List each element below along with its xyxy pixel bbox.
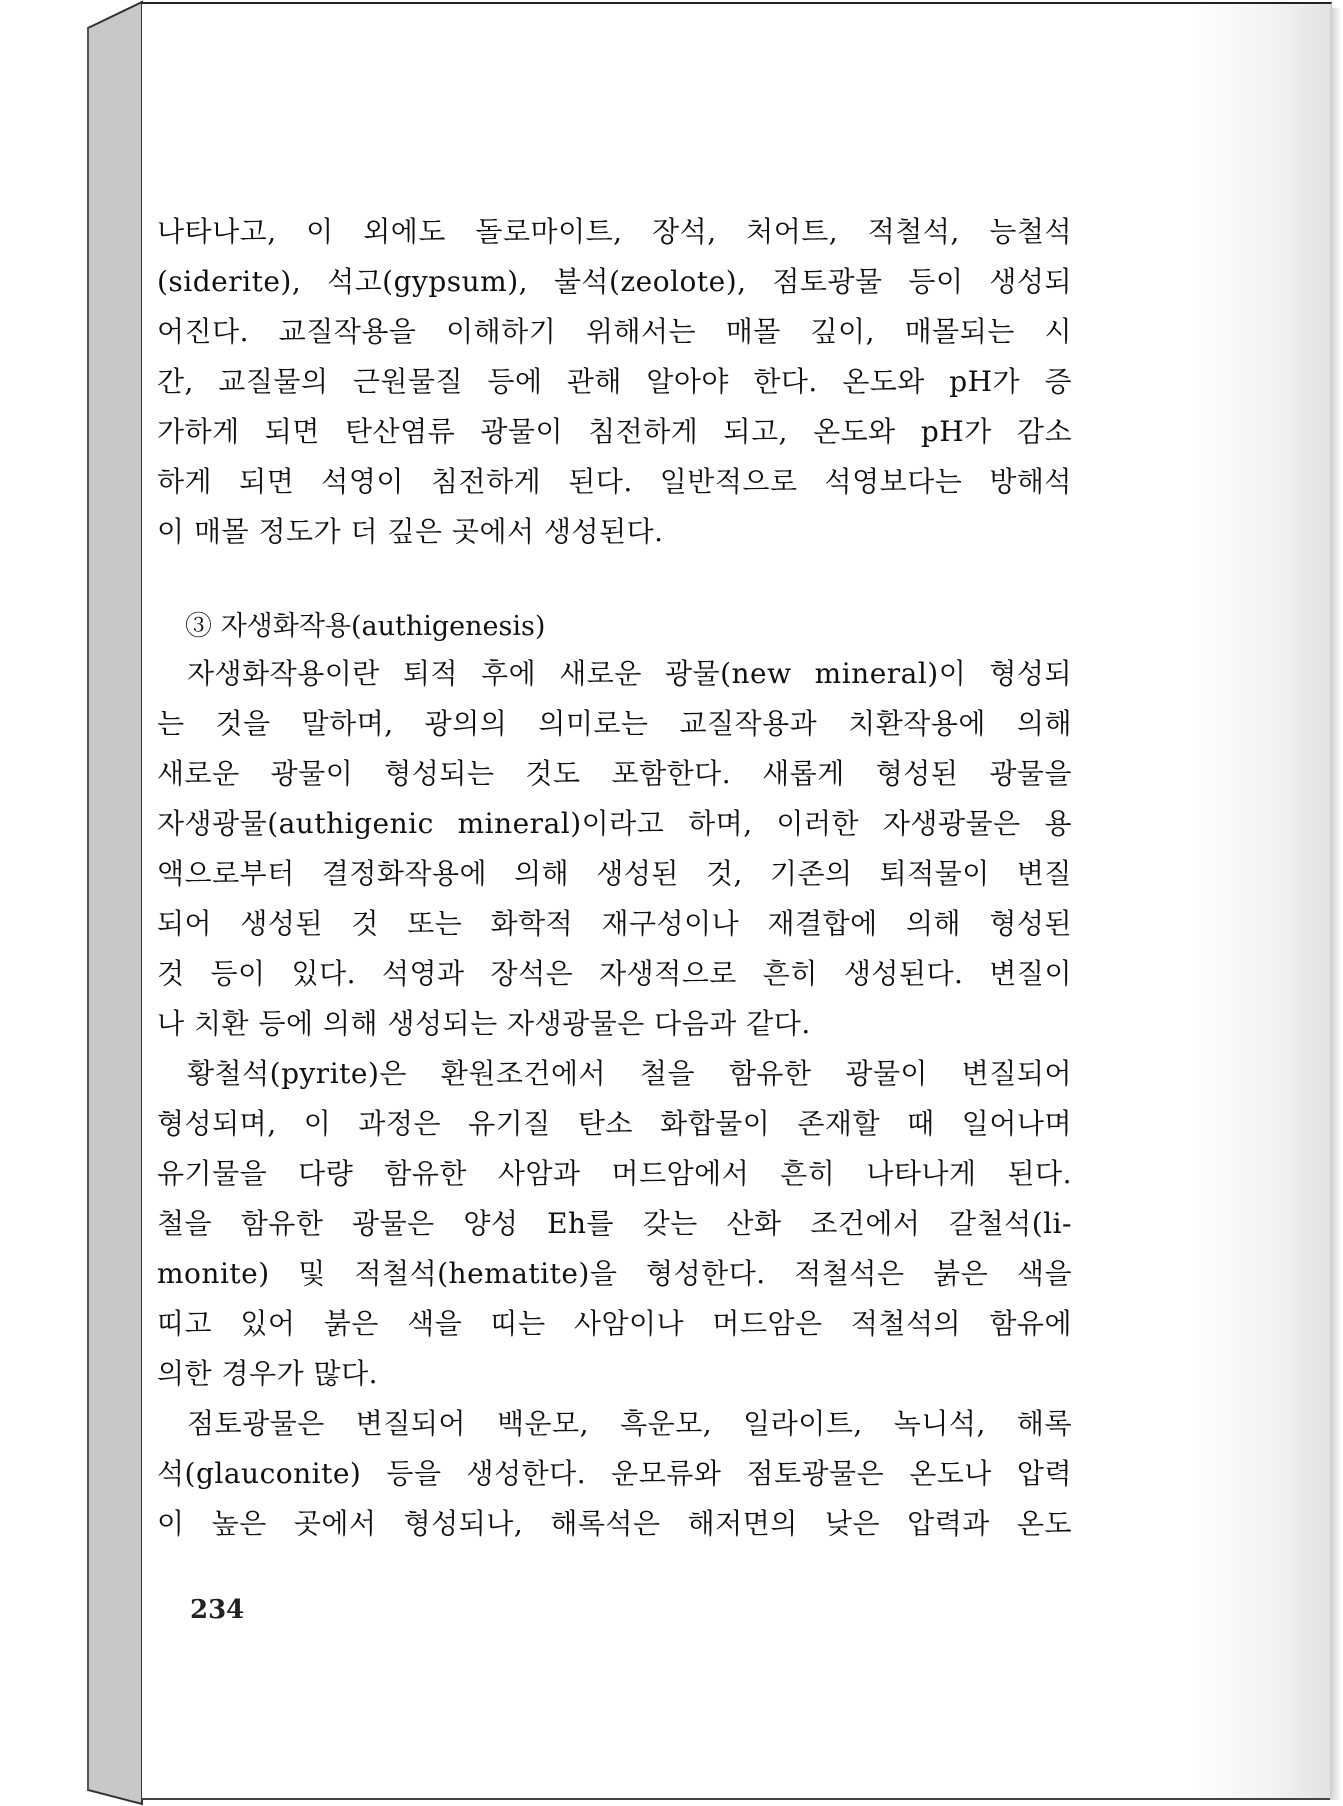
paragraph-1 bbox=[157, 207, 1072, 557]
text-line: 형성되며, 이 과정은 유기질 탄소 화합물이 존재할 때 일어나며 bbox=[157, 1107, 1072, 1140]
text-line: 나 치환 등에 의해 생성되는 자생광물은 다음과 같다. bbox=[157, 1007, 811, 1040]
text-line: 이 높은 곳에서 형성되나, 해록석은 해저면의 낮은 압력과 온도 bbox=[157, 1507, 1072, 1540]
paragraph-3 bbox=[157, 1049, 1072, 1399]
paragraph-2 bbox=[157, 649, 1072, 1049]
text-line: 의한 경우가 많다. bbox=[157, 1357, 379, 1390]
book-spine-graphic bbox=[0, 0, 150, 1806]
text-line: 나타나고, 이 외에도 돌로마이트, 장석, 처어트, 적철석, 능철석 bbox=[157, 215, 1072, 248]
text-line: 철을 함유한 광물은 양성 Eh를 갖는 산화 조건에서 갈철석(li- bbox=[157, 1207, 1072, 1240]
book-spine bbox=[0, 0, 150, 1806]
page-number: 234 bbox=[190, 1595, 245, 1625]
text-line: 새로운 광물이 형성되는 것도 포함한다. 새롭게 형성된 광물을 bbox=[157, 757, 1072, 790]
text-line: 유기물을 다량 함유한 사암과 머드암에서 흔히 나타나게 된다. bbox=[157, 1157, 1072, 1190]
text-line: 하게 되면 석영이 침전하게 된다. 일반적으로 석영보다는 방해석 bbox=[157, 465, 1072, 498]
text-line: 자생광물(authigenic mineral)이라고 하며, 이러한 자생광물은 용 bbox=[157, 807, 1072, 840]
text-line: (siderite), 석고(gypsum), 불석(zeolote), 점토광물 등이 생성되 bbox=[157, 265, 1072, 298]
text-line: 가하게 되면 탄산염류 광물이 침전하게 되고, 온도와 pH가 감소 bbox=[157, 415, 1072, 448]
text-line: 띠고 있어 붉은 색을 띠는 사암이나 머드암은 적철석의 함유에 bbox=[157, 1307, 1072, 1340]
text-line: 되어 생성된 것 또는 화학적 재구성이나 재결합에 의해 형성된 bbox=[157, 907, 1072, 940]
page-edge-shadow bbox=[1330, 8, 1342, 1800]
text-line: 자생화작용이란 퇴적 후에 새로운 광물(new mineral)이 형성되 bbox=[187, 657, 1072, 690]
text-line: 는 것을 말하며, 광의의 의미로는 교질작용과 치환작용에 의해 bbox=[157, 707, 1072, 740]
text-line: 간, 교질물의 근원물질 등에 관해 알아야 한다. 온도와 pH가 증 bbox=[157, 365, 1072, 398]
text-line: 것 등이 있다. 석영과 장석은 자생적으로 흔히 생성된다. 변질이 bbox=[157, 957, 1072, 990]
text-line: monite) 및 적철석(hematite)을 형성한다. 적철석은 붉은 색을 bbox=[157, 1257, 1072, 1290]
text-line: 황철석(pyrite)은 환원조건에서 철을 함유한 광물이 변질되어 bbox=[187, 1057, 1072, 1090]
text-line: 석(glauconite) 등을 생성한다. 운모류와 점토광물은 온도나 압력 bbox=[157, 1457, 1072, 1490]
paragraph-4 bbox=[157, 1399, 1072, 1549]
section-heading: ③ 자생화작용(authigenesis) bbox=[185, 611, 546, 642]
text-line: 점토광물은 변질되어 백운모, 흑운모, 일라이트, 녹니석, 해록 bbox=[187, 1407, 1072, 1440]
text-line: 어진다. 교질작용을 이해하기 위해서는 매몰 깊이, 매몰되는 시 bbox=[157, 315, 1072, 348]
text-line: 이 매몰 정도가 더 깊은 곳에서 생성된다. bbox=[157, 515, 664, 548]
text-line: 액으로부터 결정화작용에 의해 생성된 것, 기존의 퇴적물이 변질 bbox=[157, 857, 1072, 890]
